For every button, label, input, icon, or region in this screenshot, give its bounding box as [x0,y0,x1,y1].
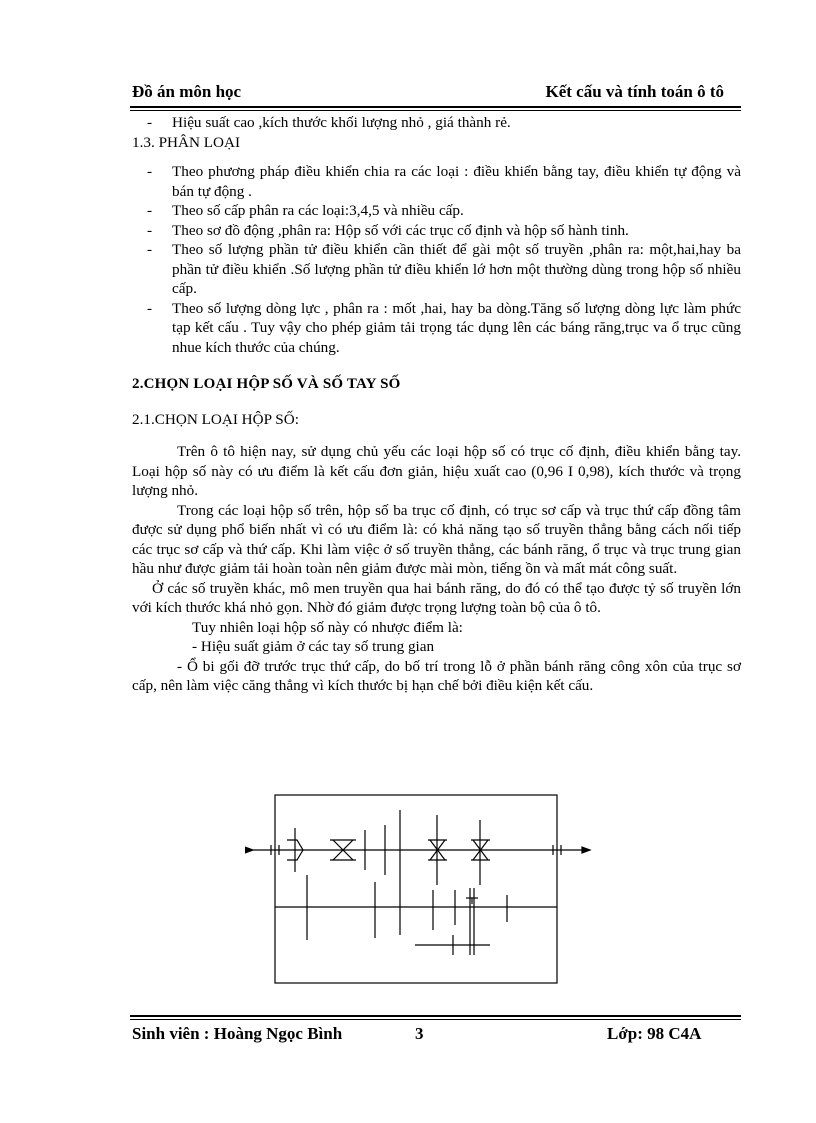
page-number: 3 [415,1024,424,1043]
list-item: - Theo phương pháp điều khiển chia ra các loại : điều khiển bằng tay, điều khiển tự động và bán tự động . [147,163,741,200]
classification-list [132,162,741,357]
section-1-3-title: 1.3. PHÂN LOẠI [132,133,240,151]
intro-list [132,113,741,133]
list-item: - Theo số lượng phần tử điều khiển cần thiết để gài một số truyền ,phân ra: một,hai,hay ba phần tử điều khiển .Số lượng phần tử điều khiển lớ hơn một thường dùng trong hộp số nhiều cấp. [147,241,741,297]
paragraph-2: Trong các loại hộp số trên, hộp số ba trục cố định, có trục sơ cấp và trục thứ cấp đồng tâm được sử dụng phổ biến nhất vì có ưu điểm là: có khả năng tạo số truyền thẳng bằng cách nối tiếp các trục sơ cấp và thứ cấp. Khi làm việc ở số truyền thẳng, các bánh răng, ổ trục và trục trung gian hầu như được giảm tải hoàn toàn nên giảm được mài mòn, tiếng ồn và mất mát công suất. [132,501,741,577]
gearbox-diagram [245,790,595,990]
footer-student: Sinh viên : Hoàng Ngọc Bình [132,1024,343,1043]
list-item: - Theo số lượng dòng lực , phân ra : mốt ,hai, hay ba dòng.Tăng số lượng dòng lực làm phức tạp kết cấu . Tuy vậy cho phép giảm tải trọng tác dụng lên các báng răng,trục va ổ trục cũng nhue kích thước của chúng. [147,299,741,356]
header-left: Đồ án môn học [132,82,242,101]
section-2-1-title: 2.1.CHỌN LOẠI HỘP SỐ: [132,410,299,428]
footer-class: Lớp: 98 C4A [607,1024,702,1043]
paragraph-1: Trên ô tô hiện nay, sử dụng chủ yếu các loại hộp số có trục cố định, điều khiển bằng tay. Loại hộp số này có ưu điểm là kết cấu đơn giản, hiệu xuất cao (0,96 I 0,98), kích thước và trọng lượng nhỏ. [132,443,741,499]
paragraph-6: - Ổ bi gối đỡ trước trục thứ cấp, do bố trí trong lỗ ở phần bánh răng công xôn của trục sơ cấp, nên làm việc căng thẳng vì kích thước bị hạn chế bởi điều kiện kết cấu. [132,657,741,694]
output-arrow-icon [582,847,590,853]
paragraph-4: Tuy nhiên loại hộp số này có nhược điểm là: [192,618,463,636]
list-item: - Hiệu suất cao ,kích thước khối lượng nhỏ , giá thành rẻ. [147,114,511,131]
header-right: Kết cấu và tính toán ô tô [545,82,724,101]
input-arrow-icon [245,847,253,853]
page-body [132,113,741,696]
section-2-title: 2.CHỌN LOẠI HỘP SỐ VÀ SỐ TAY SỐ [132,376,401,392]
paragraph-5: - Hiệu suất giảm ở các tay số trung gian [192,638,435,655]
footer-rule [130,1015,741,1020]
paragraph-3: Ở các số truyền khác, mô men truyền qua hai bánh răng, do đó có thể tạo được tỷ số truyền lớn với kích thước khá nhỏ gọn. Nhờ đó giảm được trọng lượng toàn bộ của ô tô. [132,579,741,616]
list-item: - Theo số cấp phân ra các loại:3,4,5 và nhiều cấp. [147,202,464,219]
gearbox-housing [275,795,557,983]
list-item: - Theo sơ đồ động ,phân ra: Hộp số với các trục cố định và hộp số hành tinh. [147,221,629,239]
header-rule [130,106,741,111]
